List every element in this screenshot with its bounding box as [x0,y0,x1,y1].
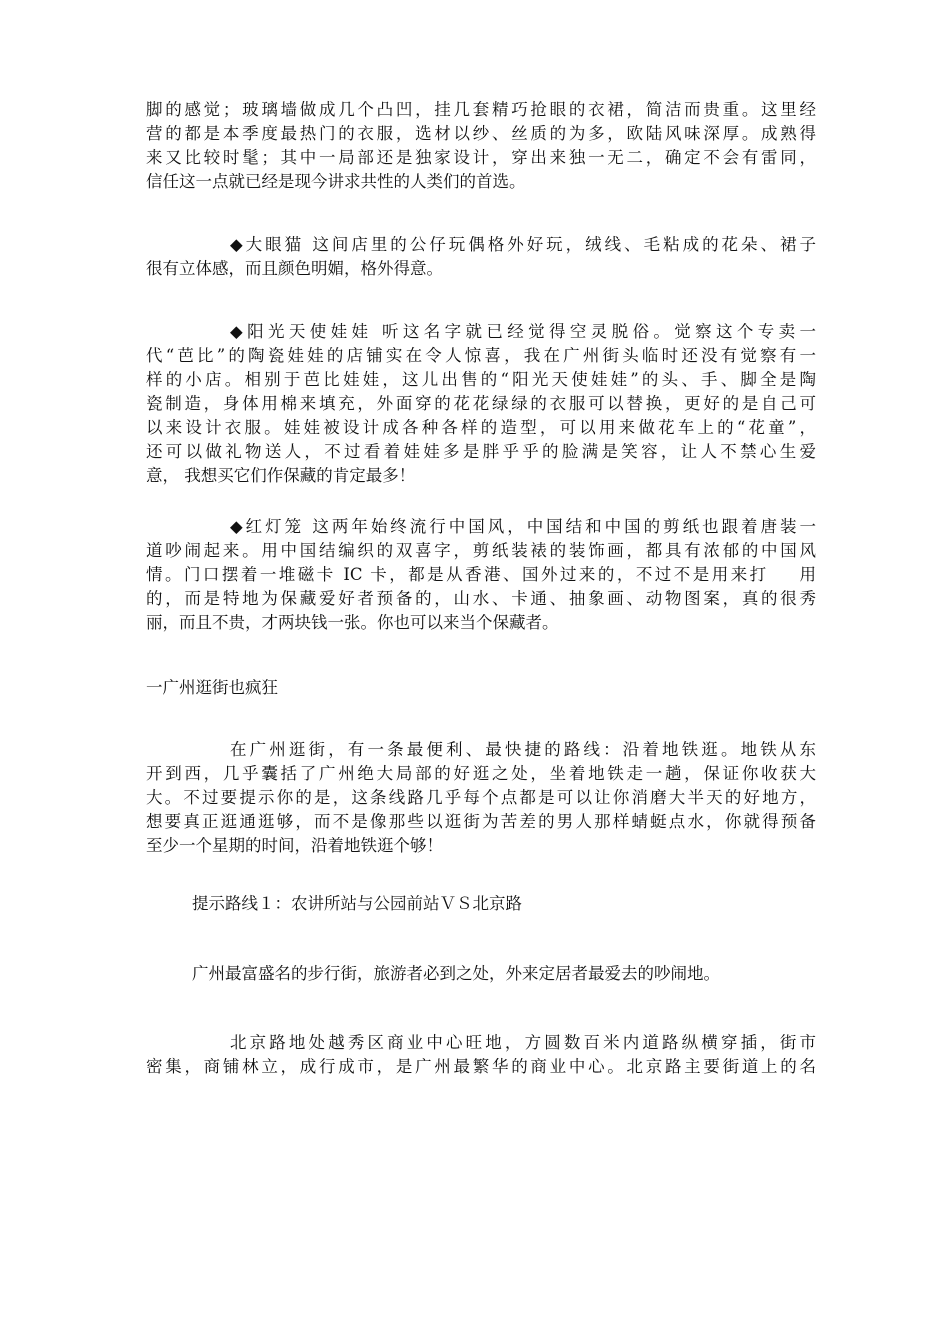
text-line: ◆大眼猫 这间店里的公仔玩偶格外好玩，绒线、毛粘成的花朵、裙子 [230,235,816,254]
paragraph-red-lantern [146,515,816,635]
text-line: 代“芭比”的陶瓷娃娃的店铺实在令人惊喜，我在广州街头临时还没有觉察有一 [146,346,816,365]
paragraph-shop-intro [146,98,816,194]
route-intro: 广州最富盛名的步行街，旅游者必到之处，外来定居者最爱去的吵闹地。 [192,964,720,983]
text-line: 北京路地处越秀区商业中心旺地，方圆数百米内道路纵横穿插，街市 [230,1033,816,1052]
text-line: 大。不过要提示你的是，这条线路几乎每个点都是可以让你消磨大半天的好地方， [146,788,816,807]
text-line: 密集，商铺林立，成行成市，是广州最繁华的商业中心。北京路主要街道上的名 [146,1057,816,1076]
text-line: 在广州逛街，有一条最便利、最快捷的路线：沿着地铁逛。地铁从东 [230,740,816,759]
text-line: 样的小店。相别于芭比娃娃，这儿出售的“阳光天使娃娃”的头、手、脚全是陶 [146,370,816,389]
text-line: 以来设计衣服。娃娃被设计成各种各样的造型，可以用来做花车上的“花童”， [146,418,816,437]
paragraph-big-eye-cat [146,233,816,281]
paragraph-sunshine-angel-doll [146,320,816,488]
section-heading: 一广州逛街也疯狂 [146,678,278,697]
text-line: 道吵闹起来。用中国结编织的双喜字，剪纸装裱的装饰画，都具有浓郁的中国风 [146,541,816,560]
text-line: 营的都是本季度最热门的衣服，选材以纱、丝质的为多，欧陆风味深厚。成熟得 [146,124,816,143]
paragraph-beijing-road [146,1031,816,1079]
text-line: 开到西，几乎囊括了广州绝大局部的好逛之处，坐着地铁走一趟，保证你收获大 [146,764,816,783]
text-line: 情。门口摆着一堆磁卡 IC 卡，都是从香港、国外过来的，不过不是用来打 用 [146,565,816,584]
text-line: ◆红灯笼 这两年始终流行中国风，中国结和中国的剪纸也跟着唐装一 [230,517,816,536]
text-line: 脚的感觉；玻璃墙做成几个凸凹，挂几套精巧抢眼的衣裙，简洁而贵重。这里经 [146,100,816,119]
route-heading: 提示路线１：农讲所站与公园前站ＶＳ北京路 [192,894,522,913]
text-line: 的，而是特地为保藏爱好者预备的，山水、卡通、抽象画、动物图案，真的很秀 [146,589,816,608]
paragraph-metro-shopping [146,738,816,858]
text-line: 丽，而且不贵，才两块钱一张。你也可以来当个保藏者。 [146,613,559,632]
text-line: 意， 我想买它们作保藏的肯定最多！ [146,466,416,485]
text-line: 瓷制造，身体用棉来填充，外面穿的花花绿绿的衣服可以替换，更好的是自己可 [146,394,816,413]
text-line: 信任这一点就已经是现今讲求共性的人类们的首选。 [146,172,526,191]
text-line: 来又比较时髦；其中一局部还是独家设计，穿出来独一无二，确定不会有雷同， [146,148,816,167]
text-line: ◆阳光天使娃娃 听这名字就已经觉得空灵脱俗。觉察这个专卖一 [230,322,816,341]
text-line: 很有立体感，而且颜色明媚，格外得意。 [146,259,443,278]
text-line: 想要真正逛通逛够，而不是像那些以逛街为苦差的男人那样蜻蜓点水，你就得预备 [146,812,816,831]
text-line: 还可以做礼物送人，不过看着娃娃多是胖乎乎的脸满是笑容，让人不禁心生爱 [146,442,816,461]
text-line: 至少一个星期的时间，沿着地铁逛个够！ [146,836,443,855]
